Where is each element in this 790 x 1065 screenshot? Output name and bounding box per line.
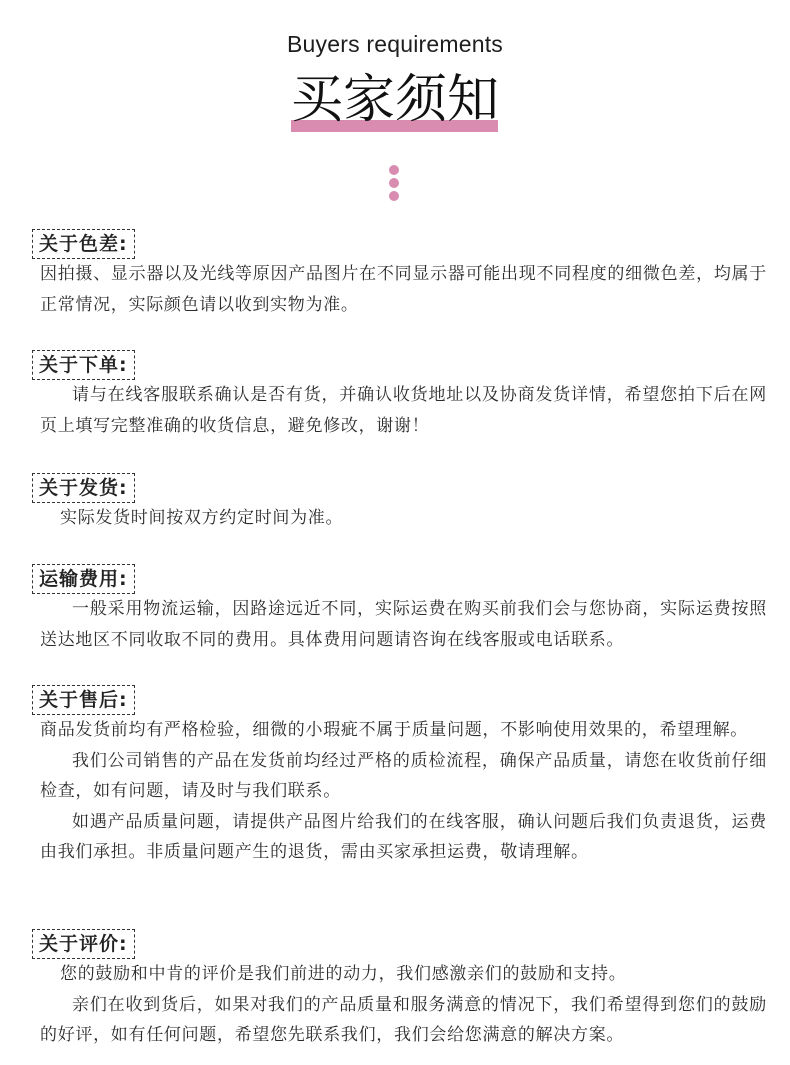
- section-color-difference: [32, 229, 767, 320]
- section-paragraph: 商品发货前均有严格检验，细微的小瑕疵不属于质量问题，不影响使用效果的，希望理解。: [40, 720, 748, 740]
- page-title: 买家须知: [290, 70, 499, 130]
- subtitle: Buyers requirements: [287, 31, 503, 57]
- section-ordering: [32, 350, 767, 441]
- dot: [389, 191, 399, 201]
- section-paragraph: 因拍摄、显示器以及光线等原因产品图片在不同显示器可能出现不同程度的细微色差，均属于正常情况，实际颜色请以收到实物为准。: [40, 264, 767, 315]
- section-label: 运输费用:: [32, 564, 135, 594]
- section-label: 关于评价:: [32, 929, 135, 959]
- section-paragraph: 请与在线客服联系确认是否有货，并确认收货地址以及协商发货详情，希望您拍下后在网页上填写完整准确的收货信息，避免修改，谢谢！: [40, 385, 767, 436]
- dots-divider: [389, 165, 399, 204]
- section-shipping: [32, 473, 767, 534]
- section-paragraph: 如遇产品质量问题，请提供产品图片给我们的在线客服，确认问题后我们负责退货，运费由我们承担。非质量问题产生的退货，需由买家承担运费，敬请理解。: [40, 811, 767, 862]
- section-paragraph: 我们公司销售的产品在发货前均经过严格的质检流程，确保产品质量，请您在收货前仔细检查，如有问题，请及时与我们联系。: [40, 750, 767, 801]
- section-paragraph: 实际发货时间按双方约定时间为准。: [60, 508, 344, 528]
- section-paragraph: 您的鼓励和中肯的评价是我们前进的动力，我们感激亲们的鼓励和支持。: [60, 964, 627, 984]
- dot: [389, 178, 399, 188]
- title-wrap: [0, 70, 790, 130]
- section-transport-fees: [32, 564, 767, 655]
- section-label: 关于售后:: [32, 685, 135, 715]
- section-paragraph: 亲们在收到货后，如果对我们的产品质量和服务满意的情况下，我们希望得到您们的鼓励的好评，如有任何问题，希望您先联系我们，我们会给您满意的解决方案。: [40, 994, 767, 1045]
- section-label: 关于发货:: [32, 473, 135, 503]
- section-reviews: [32, 929, 767, 1051]
- section-label: 关于下单:: [32, 350, 135, 380]
- section-label: 关于色差:: [32, 229, 135, 259]
- section-paragraph: 一般采用物流运输，因路途远近不同，实际运费在购买前我们会与您协商，实际运费按照送达地区不同收取不同的费用。具体费用问题请咨询在线客服或电话联系。: [40, 599, 767, 650]
- dot: [389, 165, 399, 175]
- section-after-sales: [32, 685, 767, 868]
